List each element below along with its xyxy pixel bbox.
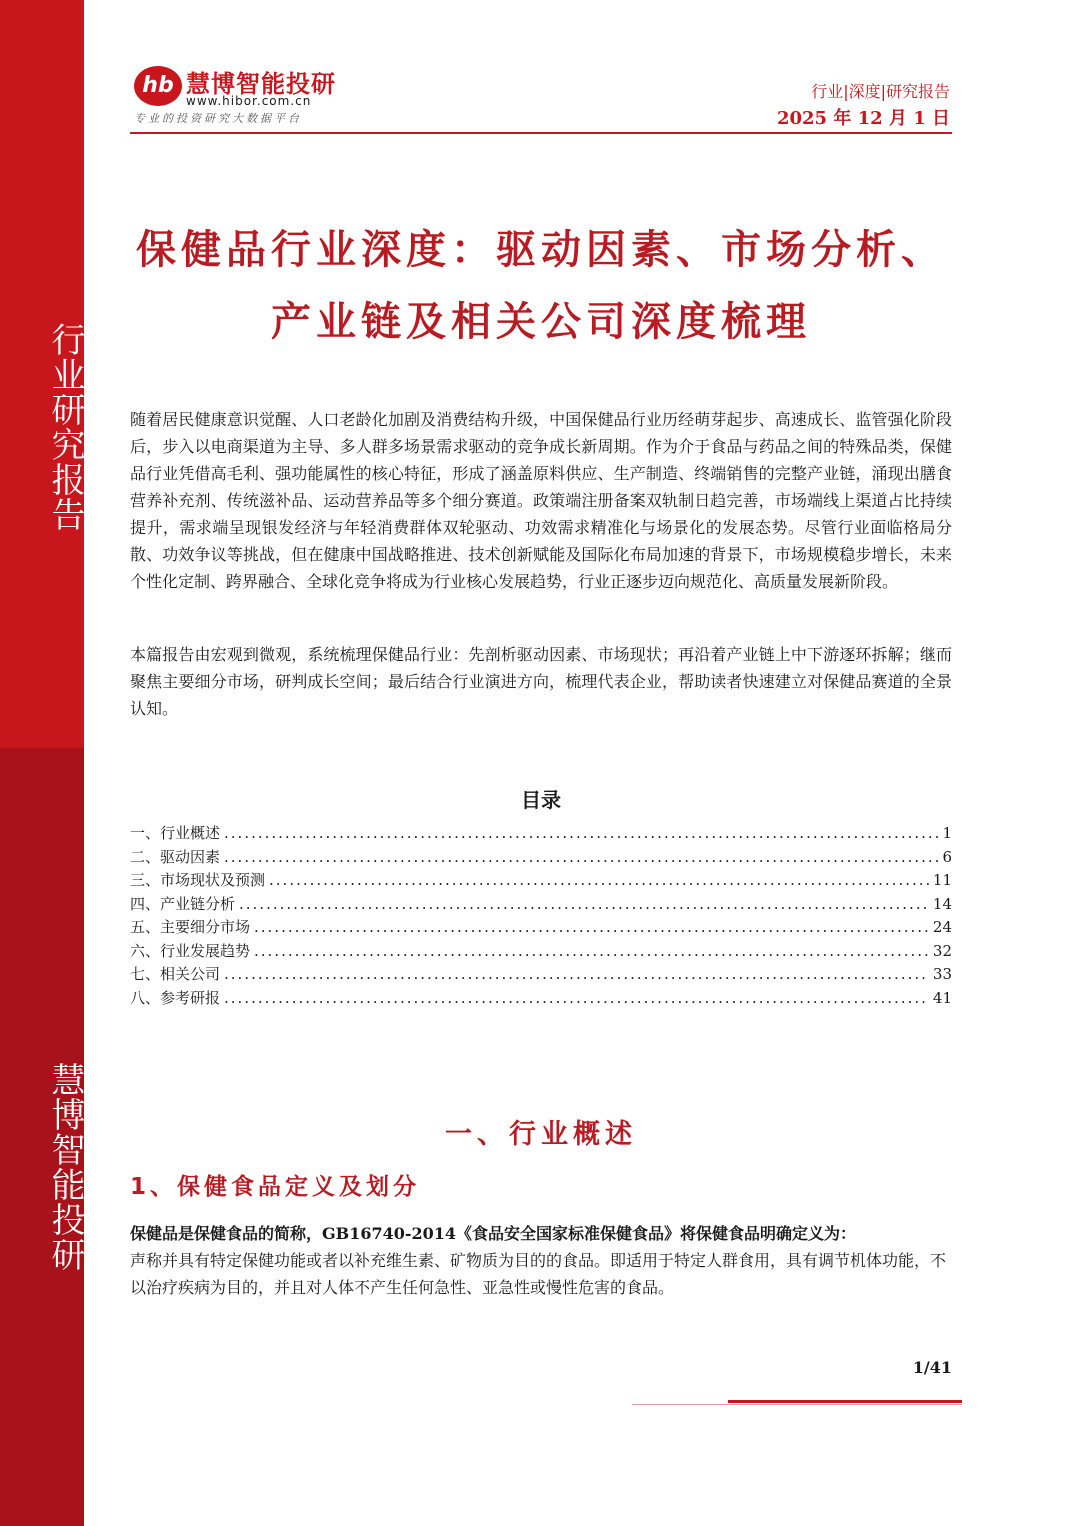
section-heading: 一、行业概述 [445, 1119, 637, 1150]
toc-item[interactable] [130, 869, 952, 893]
subsection-heading: 1、保健食品定义及划分 [130, 1174, 421, 1200]
toc-leader [254, 918, 929, 936]
toc-item-label: 五、主要细分市场 [130, 918, 251, 936]
toc-item-label: 二、驱动因素 [130, 847, 221, 866]
toc-item-page: 33 [932, 965, 952, 983]
logo-icon: hb [134, 66, 182, 106]
toc-item-page: 32 [932, 941, 952, 960]
toc-item-page: 11 [932, 871, 952, 889]
toc-item-page: 6 [942, 847, 952, 866]
sidebar-band [0, 0, 84, 1526]
abstract-paragraph: 随着居民健康意识觉醒、人口老龄化加剧及消费结构升级，中国保健品行业历经萌芽起步、高速成长、监管强化阶段后，步入以电商渠道为主导、多人群多场景需求驱动的竞争成长新周期。作为介于食品与药品之间的特殊品类，保健品行业凭借高毛利、强功能属性的核心特征，形成了涵盖原料供应、生产制造、终端销售的完整产业链，涌现出膳食营养补充剂、传统滋补品、运动营养品等多个细分赛道。政策端注册备案双轨制日趋完善，市场端线上渠道占比持续提升，需求端呈现银发经济与年轻消费群体双轮驱动、功效需求精准化与场景化的发展态势。尽管行业面临格局分散、功效争议等挑战，但在健康中国战略推进、技术创新赋能及国际化布局加速的背景下，市场规模稳步增长，未来个性化定制、跨界融合、全球化竞争将成为行业核心发展趋势，行业正逐步迈向规范化、高质量发展新阶段。 [130, 410, 952, 591]
footer-divider-thick [728, 1400, 962, 1403]
definition-lead: 保健品是保健食品的简称，GB16740-2014《食品安全国家标准保健食品》将保健食品明确定义为： [130, 1224, 857, 1243]
toc-leader [224, 848, 938, 866]
toc-leader [239, 895, 929, 913]
toc-item-label: 六、行业发展趋势 [130, 941, 251, 960]
toc-leader [224, 989, 929, 1007]
page-number: 1/41 [912, 1358, 952, 1377]
toc-heading: 目录 [521, 788, 561, 812]
toc-leader [224, 824, 938, 842]
sidebar-label-report: 行业研究报告 [45, 322, 85, 532]
report-title: 保健品行业深度：驱动因素、市场分析、产业链及相关公司深度梳理 [136, 227, 946, 345]
toc-item[interactable] [130, 940, 952, 964]
toc-item-page: 14 [932, 894, 952, 913]
toc-item-label: 三、市场现状及预测 [130, 871, 266, 889]
outline-paragraph: 本篇报告由宏观到微观，系统梳理保健品行业：先剖析驱动因素、市场现状；再沿着产业链上中下游逐环拆解；继而聚焦主要细分市场，研判成长空间；最后结合行业演进方向，梳理代表企业，帮助读者快速建立对保健品赛道的全景认知。 [130, 645, 952, 718]
logo-url[interactable]: www.hibor.com.cn [186, 94, 312, 108]
logo-name: 慧博智能投研 [186, 70, 336, 98]
toc-leader [224, 965, 929, 983]
definition-body: 声称并具有特定保健功能或者以补充维生素、矿物质为目的的食品。即适用于特定人群食用，具有调节机体功能，不以治疗疾病为目的，并且对人体不产生任何急性、亚急性或慢性危害的食品。 [130, 1251, 947, 1297]
logo-tagline: 专业的投资研究大数据平台 [134, 112, 302, 125]
toc-item-page: 41 [932, 988, 952, 1007]
toc-item[interactable] [130, 916, 952, 940]
toc-item-label: 八、参考研报 [130, 988, 221, 1007]
table-of-contents [130, 822, 952, 1010]
toc-item-page: 1 [942, 824, 952, 842]
toc-item-label: 四、产业链分析 [130, 894, 236, 913]
toc-item[interactable] [130, 893, 952, 917]
header-divider [130, 132, 952, 134]
sidebar-label-brand: 慧博智能投研 [45, 1062, 85, 1272]
toc-item[interactable] [130, 846, 952, 870]
toc-leader [254, 942, 929, 960]
toc-item-label: 一、行业概述 [130, 824, 221, 842]
definition-block [130, 1220, 952, 1301]
toc-item[interactable] [130, 987, 952, 1011]
toc-item[interactable] [130, 822, 952, 846]
toc-item-label: 七、相关公司 [130, 965, 221, 983]
toc-item-page: 24 [932, 918, 952, 936]
toc-item[interactable] [130, 963, 952, 987]
report-date: 2025 年 12 月 1 日 [776, 108, 950, 129]
footer-divider-thin [632, 1404, 962, 1405]
report-type: 行业|深度|研究报告 [811, 82, 950, 101]
toc-leader [269, 871, 929, 889]
